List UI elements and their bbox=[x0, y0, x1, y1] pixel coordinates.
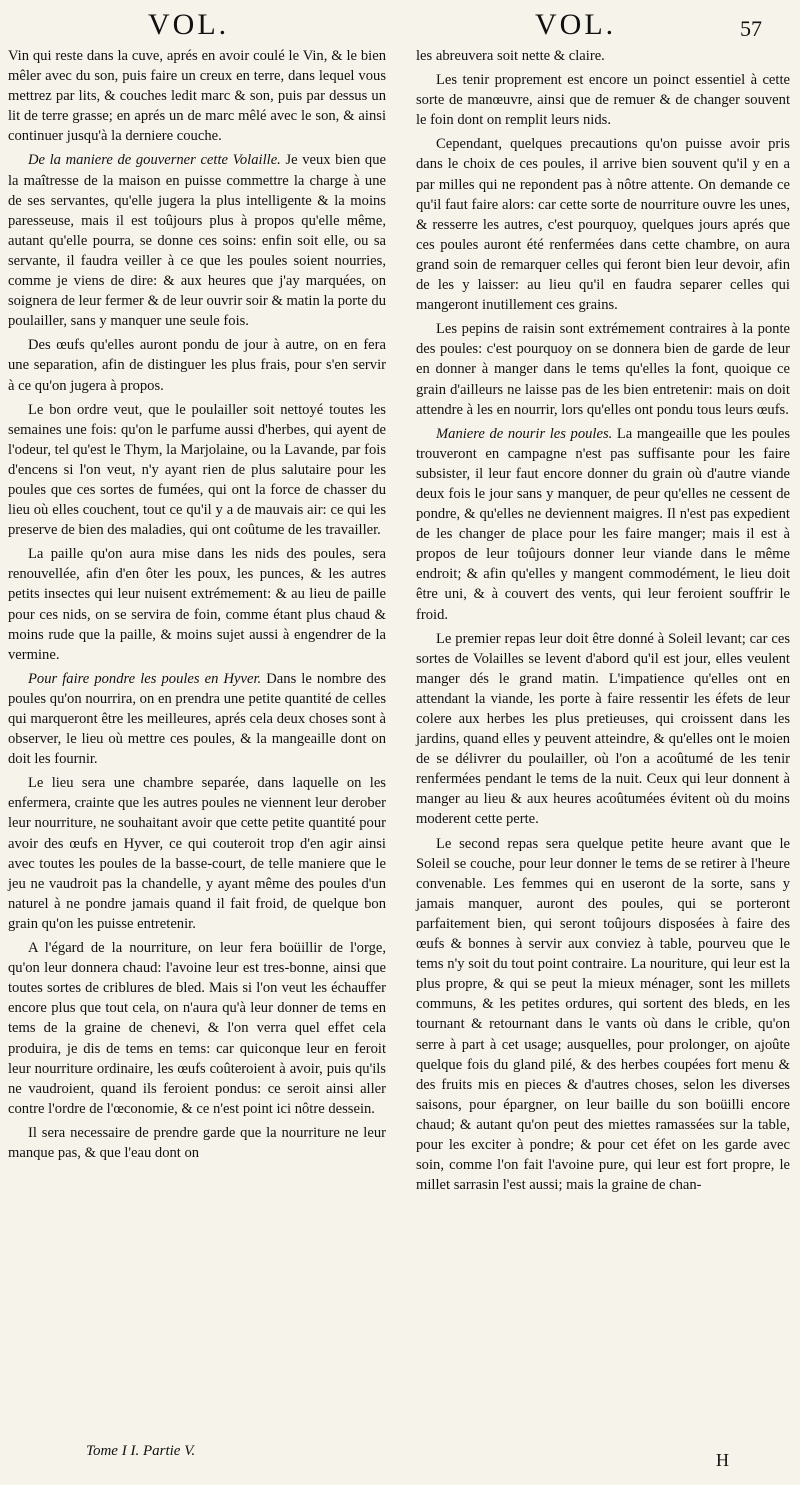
paragraph: Le premier repas leur doit être donné à Soleil levant; car ces sortes de Volailles se levent d'abord qu'il est jour, elles veulent manger dés le grand matin. L'impatience qu'elles ont en attendant la viande, les porte à faire ressentir les éfets de leur colere aux herbes les plus pretieuses, qui croissent dans les jardins, quand elles y peuvent atteindre, & qu'elles ont le moien de se délivrer du poulailler, où l'on a acoûtumé de les tenir renfermées pendant le tems de la nuit. Ceux qui leur donnent à manger au lieu & aux heures acoûtumées évitent où du moins moderent cette perte. bbox=[416, 630, 790, 828]
paragraph-body: Je veux bien que la maîtresse de la maison en puisse commettre la charge à une de ses servantes, qu'elle jugera la plus intelligente & la moins paresseuse, mais il est toûjours plus à propos qu'elle même, autant qu'elle pourra, se donne ces soins: enfin soit elle, ou sa servante, il faudra veiller à ce que les poules soient nourries, comme je viens de dire: & aux heures que j'ay marquées, on soignera de leur fermer & de leur ouvrir soir & matin la porte du poulailler, sans y manquer une seule fois. bbox=[8, 152, 386, 330]
paragraph: les abreuvera soit nette & claire. bbox=[416, 48, 605, 64]
paragraph-with-heading bbox=[416, 424, 790, 625]
section-heading: Maniere de nourir les poules. bbox=[436, 425, 613, 442]
paragraph: Le second repas sera quelque petite heure avant que le Soleil se couche, pour leur donner le tems de se retirer à l'heure convenable. Les femmes qui en useront de la sorte, sans y jamais manquer, auront des poules, qui se porteront parfaitement bien, qui seront toûjours disposées à faire des œufs & bonnes à servir aux conviez à table, pourveu que le tems n'y soit du tout point contraire. La nouriture, qui leur est la plus propre, & qui se peut la mieux ménager, sont les millets communs, & les petites ordures, qui sortent des bleds, en les tournant & retournant dans le vants où dans le crible, qu'on serre à part à cet usage; ausquelles, pour prolonger, on ajoûte quelque fois du gland pilé, & des herbes coupées fort menu & des fruits mis en pieces & d'autres choses, selon les diverses saisons, pour épargner, on leur baille du son boüilli encore chaud; & autant qu'on peut des miettes ramassées sur la table, pour les exciter à pondre; & pour cet éfet on les garde avec soin, comme l'on fait l'avoine pure, qui leur est fort propre, le millet sarrasin l'est aussi; mais la graine de chan- bbox=[416, 835, 790, 1194]
section-heading: De la maniere de gouverner cette Volaille. bbox=[28, 152, 281, 169]
footer-volume-note: Tome I I. Partie V. bbox=[86, 1443, 196, 1459]
running-head-left: VOL. bbox=[148, 8, 230, 41]
right-column bbox=[416, 46, 790, 1199]
paragraph: Les pepins de raisin sont extrémement contraires à la ponte des poules: c'est pourquoy on se donnera bien de garde de leur en donner à manger dans le tems qu'elles la font, quoique ce grain d'ailleurs ne laisse pas de les bien entretenir: mais on doit attendre à les en nourrir, lors qu'elles ont pondu tous leurs œufs. bbox=[416, 321, 790, 418]
section-heading: Pour faire pondre les poules en Hyver. bbox=[28, 670, 262, 687]
paragraph: Cependant, quelques precautions qu'on puisse avoir pris dans le choix de ces poules, il arrive bien souvent qu'il y en a par milles qui ne repondent pas à nôtre attente. On demande ce qu'il faut faire alors: car cette sorte de nourriture ouvre les unes, & resserre les autres, c'est pourquoy, quelques jours aprés que ces poules auront été renfermées dans cette chambre, on aura grand soin de remarquer celles qui feront bien leur devoir, afin de les y laisser: au lieu qu'il en faudra separer celles qui mangeront inutillement ces grains. bbox=[416, 136, 790, 314]
paragraph: La paille qu'on aura mise dans les nids des poules, sera renouvellée, afin d'en ôter les poux, les punces, & les autres petits insectes qui leur nuisent extrémement: & au lieu de paille pour ces nids, on se servira de foin, comme étant plus chaud & moins rude que la paille, & moins sujet aussi à engendrer de la vermine. bbox=[8, 546, 386, 663]
paragraph-body: Dans le nombre des poules qu'on nourrira, on en prendra une petite quantité de celles qui marqueront être les meilleures, aprés cela deux choses sont à observer, le lieu où mettre ces poules, & la mangeaille dont on doit les fournir. bbox=[8, 670, 386, 768]
paragraph: Le bon ordre veut, que le poulailler soit nettoyé toutes les semaines une fois: qu'on le parfume aussi d'herbes, qui ayent de l'odeur, tel qu'est le Thym, la Marjolaine, ou la Lavande, par fois d'encens si l'on veut, n'y ayant rien de plus salutaire pour les poules que ces sortes de fumées, qui ont la force de chasser du lieu où elles couchent, tout ce qu'il y a de mauvais air: ce qui les preserve de bien des maladies, qui ont coûtume de les travailler. bbox=[8, 401, 386, 539]
paragraph: Il sera necessaire de prendre garde que la nourriture ne leur manque pas, & que l'eau dont on bbox=[8, 1124, 386, 1161]
paragraph-with-heading bbox=[8, 150, 386, 331]
paragraph: Vin qui reste dans la cuve, aprés en avoir coulé le Vin, & le bien mêler avec du son, puis faire un creux en terre, dans lequel vous mettrez par lits, & couches ledit marc & son, puis par dessus un lit de terre grasse; en aprés un de marc mêlé avec le son, & ainsi continuer jusqu'à la derniere couche. bbox=[8, 48, 386, 145]
paragraph-body: La mangeaille que les poules trouveront en campagne n'est pas suffisante pour les faire subsister, il leur faut encore donner du grain où d'autre viande deux fois le jour sans y manquer, de peur qu'elles ne cessent de pondre, & qu'elles ne deviennent maigres. Il n'est pas expedient de les changer de place pour les faire manger; mais il est à propos de leur toûjours donner leur viande dans le même endroit; & afin qu'elles y mangent commodément, le lieu doit être uni, & à couvert des vents, qui leur feroient souffrir le froid. bbox=[416, 425, 791, 623]
paragraph: Des œufs qu'elles auront pondu de jour à autre, on en fera une separation, afin de distinguer les plus frais, pour s'en servir à ce qu'on jugera à propos. bbox=[8, 337, 386, 394]
running-head-right: VOL. bbox=[535, 8, 617, 41]
page-number: 57 bbox=[740, 16, 762, 41]
left-column bbox=[8, 46, 386, 1167]
signature-mark: H bbox=[716, 1450, 729, 1470]
paragraph: A l'égard de la nourriture, on leur fera boüillir de l'orge, qu'on leur donnera chaud: l'avoine leur est tres-bonne, ainsi que toutes sortes de criblures de bled. Mais si l'on veut les échauffer encore plus que tout cela, on n'aura qu'à leur donner de tems en tems de la graine de chenevi, & l'on verra quel effet cela produira, je dis de tems en tems: car quiconque leur en feroit leur nourriture ordinaire, les œufs coûteroient à avoir, puis qu'ils ne vaudroient, quand ils feroient pondus: ce seroit ainsi aller contre l'ordre de l'œconomie, & ce n'est point ici nôtre dessein. bbox=[8, 940, 386, 1117]
paragraph: Les tenir proprement est encore un poinct essentiel à cette sorte de manœuvre, ainsi que de remuer & de changer souvent le foin dont on remplit leurs nids. bbox=[416, 72, 790, 129]
paragraph: Le lieu sera une chambre separée, dans laquelle on les enfermera, crainte que les autres poules ne viennent leur derober leur nourriture, ne souhaitant avoir que cette petite quantité pour avoir des œufs en Hyver, ce qui couteroit trop d'en agir ainsi avec toutes les poules de la basse-court, de telle maniere que le jeu ne vaudroit pas la chandelle, y ayant même des poules d'un naturel à ne pondre jamais quand il fait froid, de quelque bon grain qu'on les puisse entretenir. bbox=[8, 775, 386, 932]
paragraph-with-heading bbox=[8, 669, 386, 769]
